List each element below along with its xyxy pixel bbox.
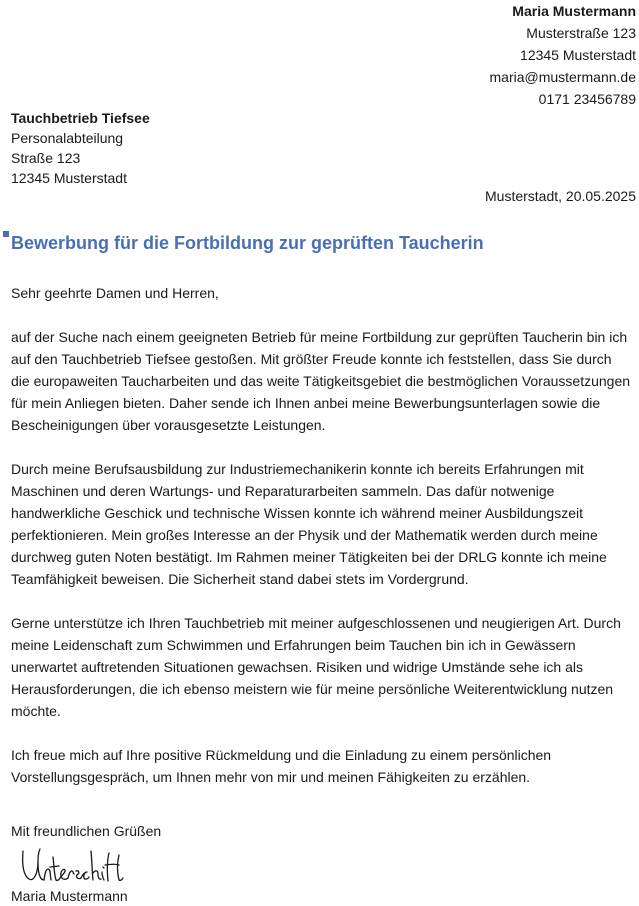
letter-subject: Bewerbung für die Fortbildung zur geprüften Taucherin [11,233,484,253]
sender-city: 12345 Musterstadt [520,47,636,63]
closing-phrase: Mit freundlichen Grüßen [11,823,162,839]
body-paragraph-3: Gerne unterstütze ich Ihren Tauchbetrieb mit meiner aufgeschlossenen und neugierigen Art. Durch meine Leidenschaft zum Schwimmen und Erfahrungen beim Tauchen bin ich in Gewässern unerwartet auftretenden Situationen gewachsen. Risiken und widrige Umstände sehe ich als Herausforderungen, die ich ebenso meistern wie für meine persönliche Weiterentwicklung nutzen möchte. [11,615,621,719]
handwritten-signature [19,843,139,889]
recipient-company: Tauchbetrieb Tiefsee [11,110,150,126]
subject-marker [3,231,9,237]
body-paragraph-4: Ich freue mich auf Ihre positive Rückmeldung und die Einladung zu einem persönlichen Vorstellungsgespräch, um Ihnen mehr von mir und meinen Fähigkeiten zu erzählen. [11,747,552,785]
recipient-street: Straße 123 [11,150,81,166]
letter-date: Musterstadt, 20.05.2025 [485,188,636,204]
recipient-city: 12345 Musterstadt [11,170,127,186]
sender-street: Musterstraße 123 [526,25,636,41]
recipient-department: Personalabteilung [11,130,124,146]
sender-name: Maria Mustermann [512,3,636,19]
body-paragraph-2: Durch meine Berufsausbildung zur Industriemechanikerin konnte ich bereits Erfahrungen mit Maschinen und deren Wartungs- und Reparaturarbeiten sammeln. Das dafür notwenige handwerkliche Geschick und technische Wissen konnte ich während meiner Ausbildungszeit perfektionieren. Mein großes Interesse an der Physik und der Mathematik werden durch meine durchweg guten Noten bestätigt. Im Rahmen meiner Tätigkeiten bei der DRLG konnte ich meine Teamfähigkeit beweisen. Die Sicherheit stand dabei stets im Vordergrund. [11,461,607,587]
sender-address-block [490,0,637,110]
salutation: Sehr geehrte Damen und Herren, [11,285,219,301]
letter-body [11,282,631,810]
recipient-address-block [11,108,150,188]
sender-email: maria@mustermann.de [489,69,636,85]
body-paragraph-1: auf der Suche nach einem geeigneten Betrieb für meine Fortbildung zur geprüften Taucherin bin ich auf den Tauchbetrieb Tiefsee gestoßen. Mit größter Freude konnte ich feststellen, dass Sie durch die europaweiten Taucharbeiten und das weite Tätigkeitsgebiet die bestmöglichen Voraussetzungen für mein Anliegen bieten. Daher sende ich Ihnen anbei meine Bewerbungsunterlagen sowie die Bescheinigungen über vorausgesetzte Leistungen. [11,329,631,433]
signer-name: Maria Mustermann [11,888,128,904]
sender-phone: 0171 23456789 [538,91,636,107]
